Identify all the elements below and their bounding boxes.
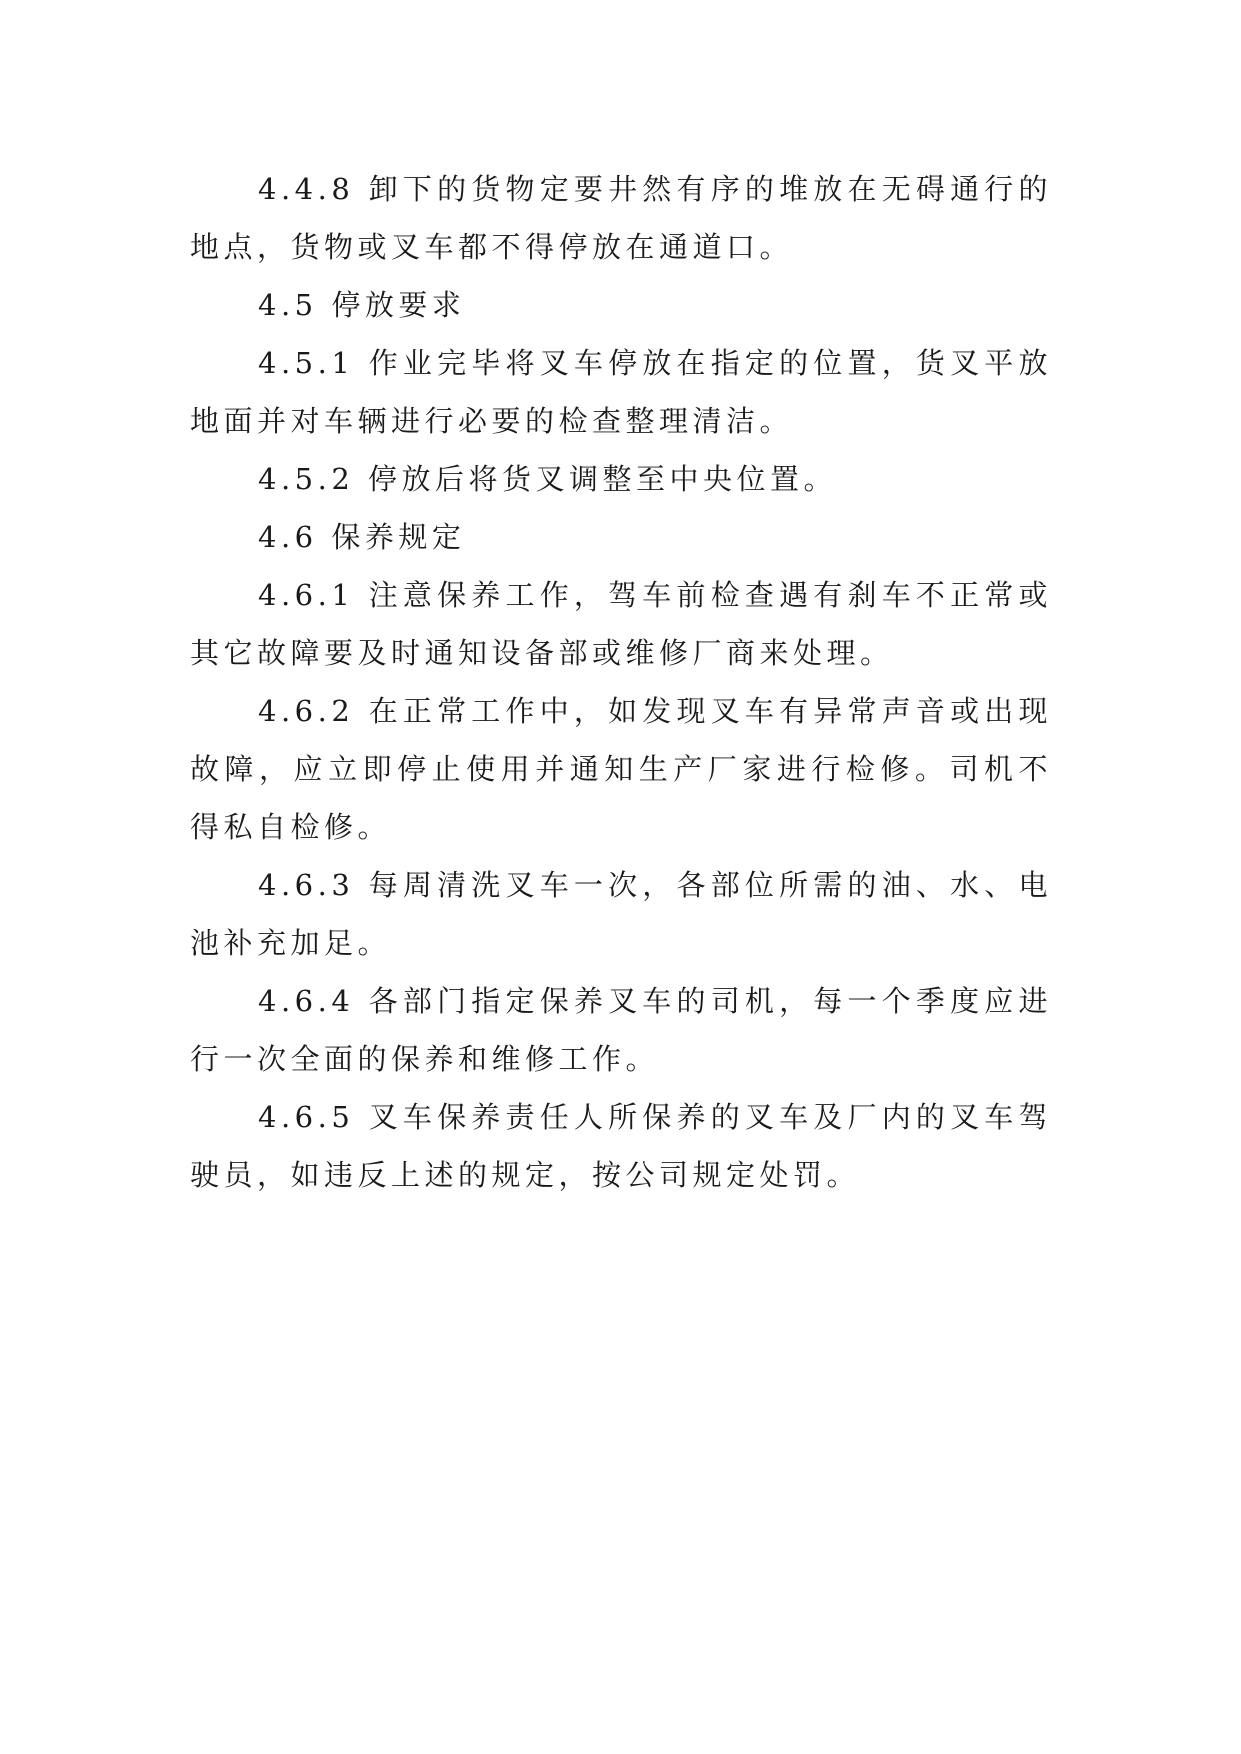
- document-body: [190, 160, 1052, 1204]
- paragraph-4-6-2: 4.6.2 在正常工作中，如发现叉车有异常声音或出现故障，应立即停止使用并通知生产厂家进行检修。司机不得私自检修。: [190, 694, 1052, 844]
- paragraph-4-6-3: 4.6.3 每周清洗叉车一次，各部位所需的油、水、电池补充加足。: [190, 868, 1052, 960]
- paragraph-4-5-1: 4.5.1 作业完毕将叉车停放在指定的位置，货叉平放地面并对车辆进行必要的检查整理清洁。: [190, 346, 1052, 438]
- paragraph-4-6-1: 4.6.1 注意保养工作，驾车前检查遇有刹车不正常或其它故障要及时通知设备部或维修厂商来处理。: [190, 578, 1052, 670]
- paragraph-4-6-4: 4.6.4 各部门指定保养叉车的司机，每一个季度应进行一次全面的保养和维修工作。: [190, 984, 1052, 1076]
- paragraph-4-4-8: 4.4.8 卸下的货物定要井然有序的堆放在无碍通行的地点，货物或叉车都不得停放在通道口。: [190, 172, 1052, 264]
- paragraph-4-6-5: 4.6.5 叉车保养责任人所保养的叉车及厂内的叉车驾驶员，如违反上述的规定，按公司规定处罚。: [190, 1100, 1052, 1192]
- section-heading-4-5: 4.5 停放要求: [258, 288, 466, 322]
- section-heading-4-6: 4.6 保养规定: [258, 520, 466, 554]
- paragraph-4-5-2: 4.5.2 停放后将货叉调整至中央位置。: [258, 462, 838, 496]
